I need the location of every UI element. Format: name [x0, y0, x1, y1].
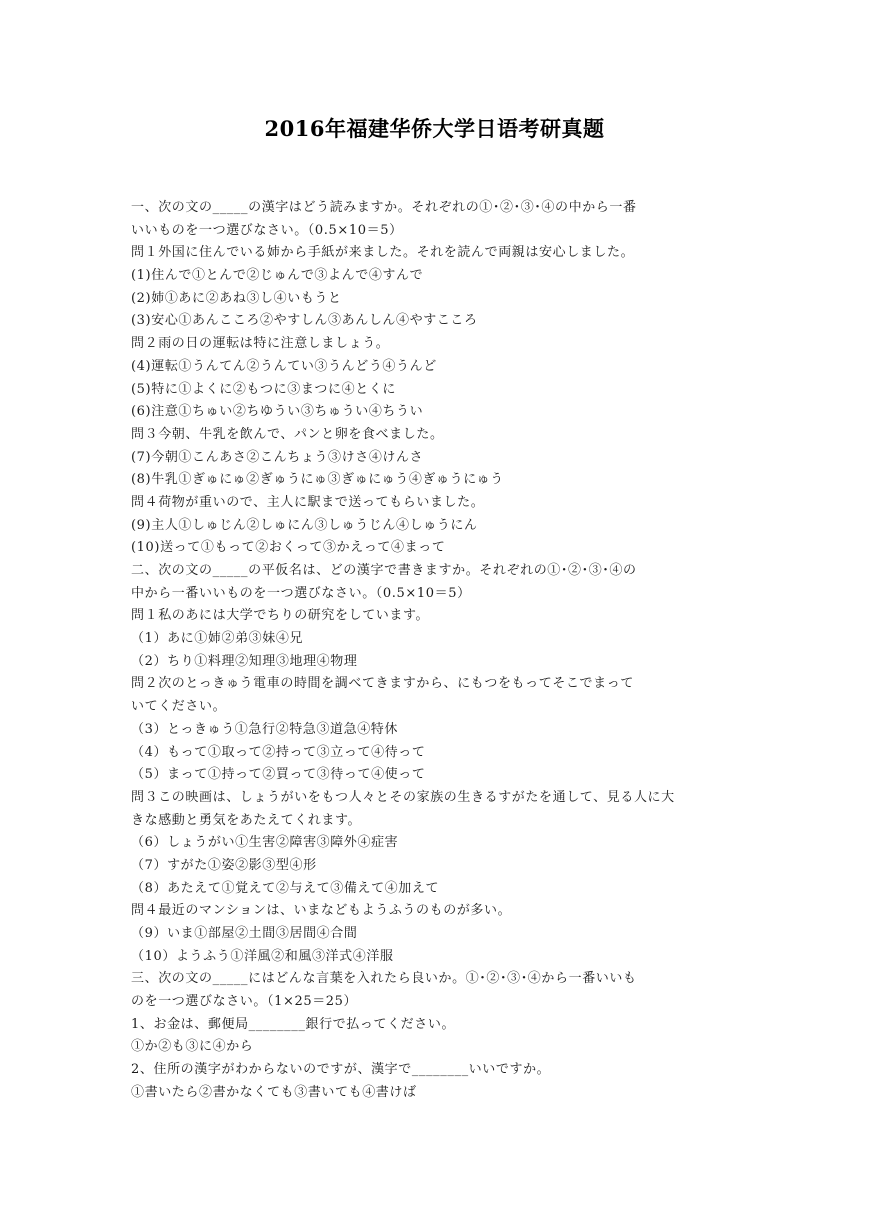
- question-line: 問２次のとっきゅう電車の時間を調べてきますから、にもつをもってそこでまって: [131, 676, 634, 692]
- answer-choice-line: （3）とっきゅう①急行②特急③道急④特休: [131, 721, 399, 737]
- answer-choice-line: (1)住んで①とんで②じゅんで③よんで④すんで: [131, 268, 424, 284]
- answer-choice-line: (2)姉①あに②あね③し④いもうと: [131, 290, 342, 306]
- answer-choice-line: （5）まって①持って②買って③待って④使って: [131, 767, 426, 783]
- question-line: 問３この映画は、しょうがいをもつ人々とその家族の生きるすがたを通して、見る人に大: [131, 789, 675, 805]
- answer-choice-line: (4)運転①うんてん②うんてい③うんどう④うんど: [131, 358, 437, 374]
- answer-choice-line: （9）いま①部屋②土間③居間④合間: [131, 926, 358, 941]
- answer-choice-line: （8）あたえて①覚えて②与えて③備えて④加えて: [131, 880, 440, 896]
- answer-choice-line: ①か②も③に④から: [131, 1039, 254, 1055]
- answer-choice-line: (6)注意①ちゅい②ちゆうい③ちゅうい④ちうい: [131, 404, 424, 420]
- answer-choice-line: (5)特に①よくに②もつに③まつに④とくに: [131, 381, 397, 397]
- answer-choice-line: （2）ちり①料理②知理③地理④物理: [131, 653, 358, 669]
- answer-choice-line: ①書いたら②書かなくても③書いても④書けば: [131, 1084, 417, 1100]
- question-line: 問２雨の日の運転は特に注意しましょう。: [131, 336, 390, 352]
- instruction-line: 二、次の文の_____の平仮名は、どの漢字で書きますか。それぞれの①･②･③･④の: [131, 563, 637, 578]
- question-line: いてください。: [131, 699, 227, 715]
- question-line: 1、お金は、郵便局________銀行で払ってください。: [131, 1016, 456, 1032]
- answer-choice-line: (10)送って①もって②おくって③かえって④まって: [131, 540, 446, 556]
- instruction-line: 三、次の文の_____にはどんな言葉を入れたら良いか。①･②･③･④から一番いいも: [131, 971, 637, 987]
- question-line: 問４荷物が重いので、主人に駅まで送ってもらいました。: [131, 494, 485, 510]
- exam-body: [131, 197, 751, 1105]
- answer-choice-line: （7）すがた①姿②影③型④形: [131, 857, 317, 873]
- question-line: 問４最近のマンションは、いまなどもようふうのものが多い。: [131, 903, 512, 919]
- instruction-line: のを一つ選びなさい。（1×25＝25）: [131, 994, 358, 1010]
- question-line: 2、住所の漢字がわからないのですが、漢字で________いいですか。: [131, 1062, 551, 1078]
- question-line: 問３今朝、牛乳を飲んで、パンと卵を食べました。: [131, 426, 444, 442]
- answer-choice-line: （6）しょうがい①生害②障害③障外④症害: [131, 835, 399, 851]
- answer-choice-line: （10）ようふう①洋風②和風③洋式④洋服: [131, 948, 394, 964]
- instruction-line: 一、次の文の_____の漢字はどう読みますか。それぞれの①･②･③･④の中から一番: [131, 200, 637, 215]
- instruction-line: いいものを一つ選びなさい。（0.5×10＝5）: [131, 222, 403, 238]
- answer-choice-line: （1）あに①姉②弟③妹④兄: [131, 631, 304, 647]
- question-line: 問１外国に住んでいる姉から手紙が来ました。それを読んで両親は安心しました。: [131, 245, 635, 261]
- instruction-line: 中から一番いいものを一つ選びなさい。（0.5×10＝5）: [131, 585, 471, 601]
- answer-choice-line: (3)安心①あんこころ②やすしん③あんしん④やすこころ: [131, 313, 478, 329]
- answer-choice-line: （4）もって①取って②持って③立って④待って: [131, 744, 426, 760]
- answer-choice-line: (9)主人①しゅじん②しゅにん③しゅうじん④しゅうにん: [131, 517, 478, 533]
- question-line: きな感動と勇気をあたえてくれます。: [131, 812, 362, 828]
- question-line: 問１私のあには大学でちりの研究をしています。: [131, 608, 430, 624]
- answer-choice-line: (7)今朝①こんあさ②こんちょう③けさ④けんさ: [131, 449, 424, 465]
- document-title: 2016年福建华侨大学日语考研真题: [264, 116, 605, 141]
- answer-choice-line: (8)牛乳①ぎゅにゅ②ぎゅうにゅ③ぎゅにゅう④ぎゅうにゅう: [131, 472, 504, 488]
